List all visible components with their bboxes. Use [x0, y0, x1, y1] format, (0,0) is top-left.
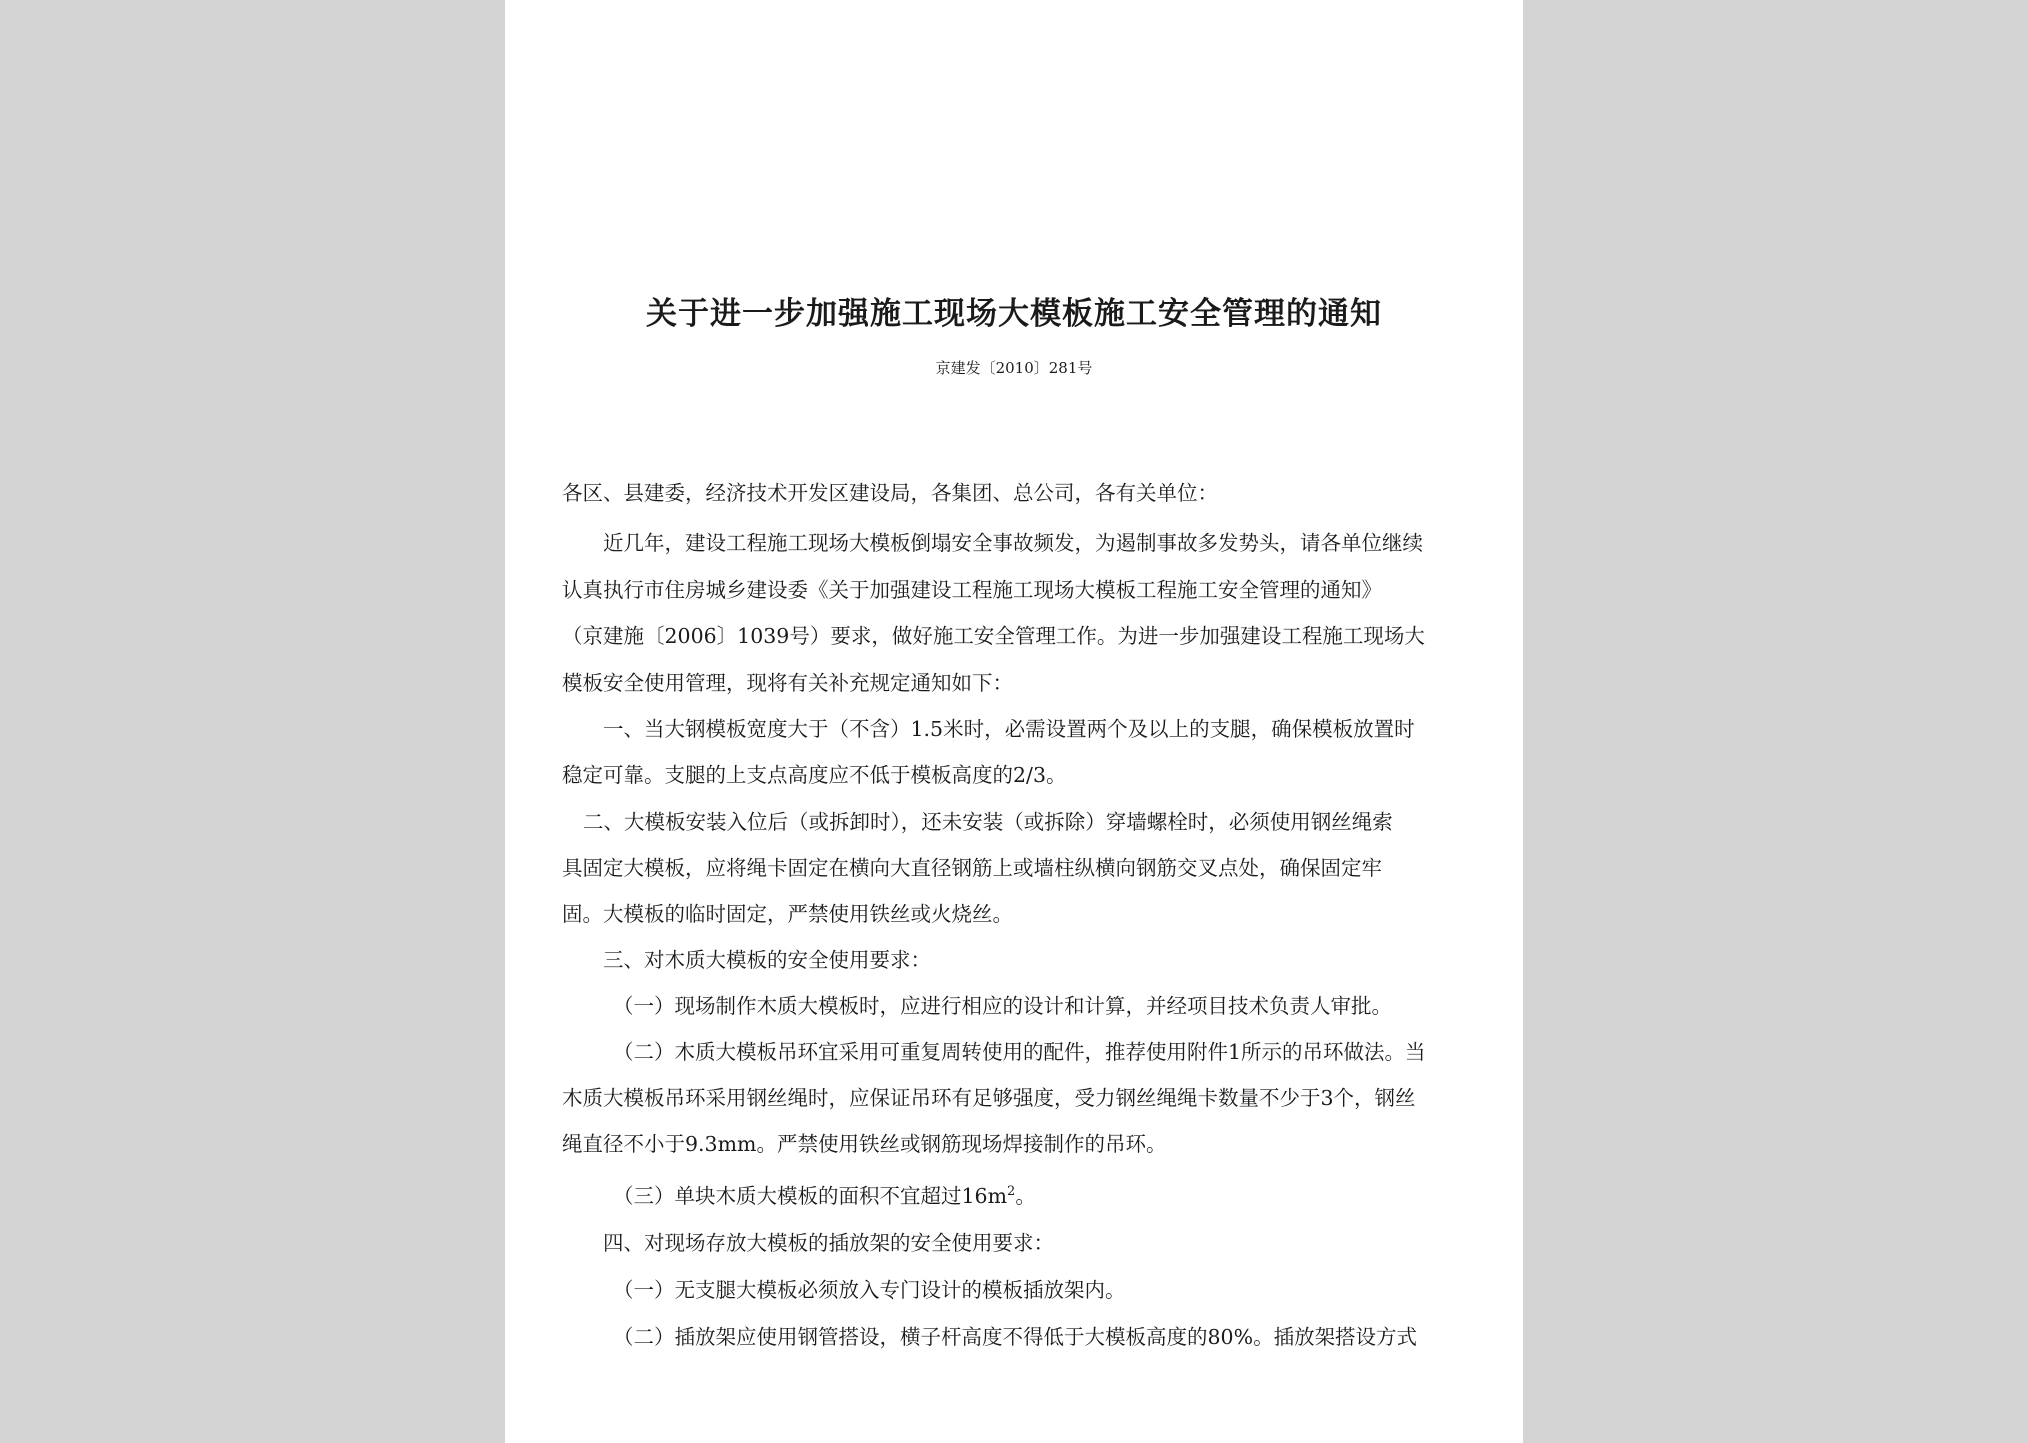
- document-page: [505, 0, 1523, 1443]
- section-heading: 四、对现场存放大模板的插放架的安全使用要求：: [603, 1231, 1054, 1255]
- body-line: 近几年，建设工程施工现场大模板倒塌安全事故频发，为遏制事故多发势头，请各单位继续: [603, 531, 1423, 555]
- superscript-exponent: 2: [1007, 1184, 1016, 1200]
- line-end-punctuation: 。: [1015, 1184, 1036, 1208]
- body-line: （一）无支腿大模板必须放入专门设计的模板插放架内。: [613, 1278, 1126, 1302]
- document-title: 关于进一步加强施工现场大模板施工安全管理的通知: [646, 296, 1382, 332]
- salutation-line: 各区、县建委，经济技术开发区建设局，各集团、总公司，各有关单位：: [562, 481, 1218, 505]
- body-line: 绳直径不小于9.3mm。严禁使用铁丝或钢筋现场焊接制作的吊环。: [562, 1132, 1167, 1156]
- body-line: 稳定可靠。支腿的上支点高度应不低于模板高度的2/3。: [562, 763, 1067, 787]
- body-line: 固。大模板的临时固定，严禁使用铁丝或火烧丝。: [562, 902, 1013, 926]
- body-line: 木质大模板吊环采用钢丝绳时，应保证吊环有足够强度，受力钢丝绳绳卡数量不少于3个，钢丝: [562, 1086, 1416, 1110]
- body-line: （京建施〔2006〕1039号）要求，做好施工安全管理工作。为进一步加强建设工程施工现场大: [562, 624, 1425, 648]
- document-number: 京建发〔2010〕281号: [935, 359, 1093, 377]
- body-line: （二）木质大模板吊环宜采用可重复周转使用的配件，推荐使用附件1所示的吊环做法。当: [613, 1040, 1426, 1064]
- body-line: 认真执行市住房城乡建设委《关于加强建设工程施工现场大模板工程施工安全管理的通知》: [562, 578, 1382, 602]
- body-line: 一、当大钢模板宽度大于（不含）1.5米时，必需设置两个及以上的支腿，确保模板放置时: [603, 717, 1415, 741]
- body-line: （一）现场制作木质大模板时，应进行相应的设计和计算，并经项目技术负责人审批。: [613, 994, 1392, 1018]
- body-line: 模板安全使用管理，现将有关补充规定通知如下：: [562, 671, 1013, 695]
- body-line: （二）插放架应使用钢管搭设，横子杆高度不得低于大模板高度的80%。插放架搭设方式: [613, 1325, 1418, 1349]
- body-line-text: （三）单块木质大模板的面积不宜超过16m: [613, 1184, 1008, 1208]
- body-line-with-superscript: [613, 1182, 1036, 1210]
- body-line: 二、大模板安装入位后（或拆卸时），还未安装（或拆除）穿墙螺栓时，必须使用钢丝绳索: [583, 810, 1393, 834]
- body-line: 具固定大模板，应将绳卡固定在横向大直径钢筋上或墙柱纵横向钢筋交叉点处，确保固定牢: [562, 856, 1382, 880]
- section-heading: 三、对木质大模板的安全使用要求：: [603, 948, 931, 972]
